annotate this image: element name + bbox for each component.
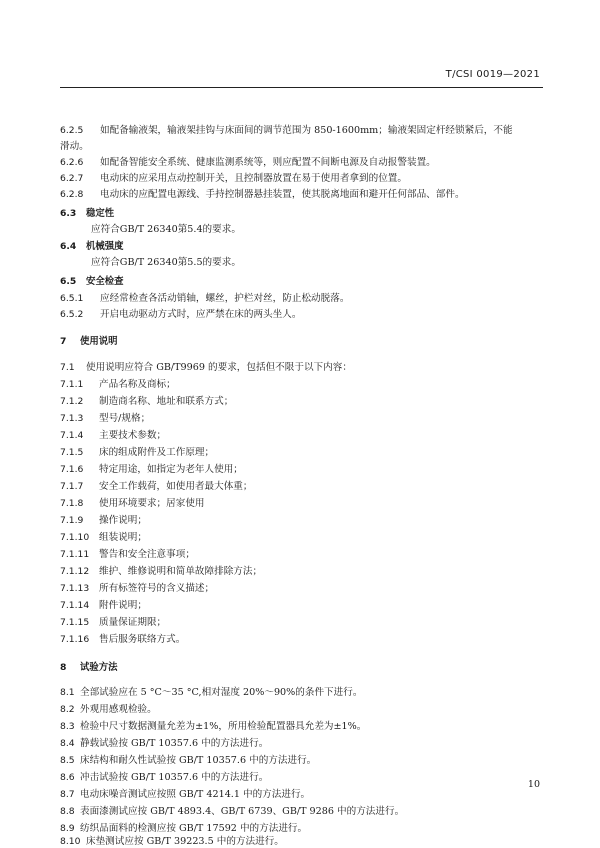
- clause-text: 电动床噪音测试应按照 GB/T 4214.1 中的方法进行。: [80, 789, 311, 800]
- clause-text: 使用环境要求；居家使用: [99, 498, 205, 509]
- clause-text: 附件说明；: [99, 600, 147, 611]
- clause-number: 7.1.15: [60, 617, 90, 628]
- list-item-7-1-2: [60, 395, 542, 408]
- page-number: 10: [527, 779, 540, 790]
- clause-text: 安全工作载荷，如使用者最大体重；: [99, 481, 253, 492]
- clause-text: 特定用途，如指定为老年人使用；: [99, 464, 243, 475]
- clause-8-2: [60, 703, 542, 716]
- clause-text: 如配备输液架，输液架挂钩与床面间的调节范围为 850-1600mm；输液架固定杆经锁紧后，不能: [100, 125, 513, 136]
- clause-number: 6.2.7: [60, 173, 84, 184]
- clause-text: 使用说明应符合 GB/T9969 的要求，包括但不限于以下内容：: [86, 362, 352, 373]
- clause-7-1: [60, 361, 542, 374]
- section-heading-7: [60, 335, 542, 348]
- clause-text: 制造商名称、地址和联系方式；: [99, 396, 234, 407]
- clause-text: 维护、维修说明和简单故障排除方法；: [99, 566, 263, 577]
- clause-number: 8.2: [60, 704, 75, 715]
- section-heading-6-5: [60, 275, 542, 288]
- clause-text: 外观用感观检验。: [80, 704, 157, 715]
- section-title: 稳定性: [86, 208, 115, 219]
- list-item-7-1-11: [60, 548, 542, 561]
- clause-text: 所有标签符号的含义描述；: [99, 583, 215, 594]
- section-heading-6-4: [60, 240, 542, 253]
- clause-text: 滑动。: [60, 141, 89, 152]
- clause-6-2-5: [60, 124, 542, 137]
- clause-text: 售后服务联络方式。: [99, 634, 186, 645]
- clause-text: 纺织品面料的检测应按 GB/T 17592 中的方法进行。: [80, 823, 308, 834]
- clause-8-3: [60, 720, 542, 733]
- list-item-7-1-10: [60, 531, 542, 544]
- clause-text: 床垫测试应按 GB/T 39223.5 中的方法进行。: [86, 836, 284, 847]
- list-item-7-1-6: [60, 463, 542, 476]
- clause-text: 应经常检查各活动销轴，螺丝，护栏对丝，防止松动脱落。: [100, 293, 350, 304]
- clause-8-7: [60, 788, 542, 801]
- section-body-6-4: 应符合GB/T 26340第5.5的要求。: [91, 257, 241, 268]
- clause-text: 主要技术参数；: [99, 430, 167, 441]
- clause-number: 8.8: [60, 806, 75, 817]
- clause-text: 操作说明；: [99, 515, 147, 526]
- clause-text: 开启电动驱动方式时，应严禁在床的两头坐人。: [100, 309, 302, 320]
- list-item-7-1-3: [60, 412, 542, 425]
- list-item-7-1-1: [60, 378, 542, 391]
- clause-6-5-1: [60, 292, 542, 305]
- clause-number: 6.2.5: [60, 125, 84, 136]
- clause-number: 7.1.7: [60, 481, 84, 492]
- section-number: 7: [60, 336, 67, 347]
- clause-8-6: [60, 771, 542, 784]
- section-title: 机械强度: [86, 241, 124, 252]
- clause-text: 组装说明；: [99, 532, 147, 543]
- clause-text: 表面漆测试应按 GB/T 4893.4、GB/T 6739、GB/T 9286 中的方法进行。: [80, 806, 405, 817]
- section-number: 8: [60, 662, 67, 673]
- clause-text: 检验中尺寸数据测量允差为±1%，所用检验配置器具允差为±1%。: [80, 721, 367, 732]
- clause-8-10: [60, 835, 542, 848]
- clause-8-4: [60, 737, 542, 750]
- clause-text: 如配备智能安全系统、健康监测系统等，则应配置不间断电源及自动报警装置。: [100, 157, 436, 168]
- list-item-7-1-13: [60, 582, 542, 595]
- clause-text: 电动床的应采用点动控制开关，且控制器放置在易于使用者拿到的位置。: [100, 173, 407, 184]
- clause-text: 床结构和耐久性试验按 GB/T 10357.6 中的方法进行。: [80, 755, 317, 766]
- section-number: 6.3: [60, 208, 77, 219]
- clause-text: 全部试验应在 5 °C～35 °C,相对湿度 20%～90%的条件下进行。: [80, 687, 363, 698]
- clause-6-2-7: [60, 172, 542, 185]
- clause-number: 8.6: [60, 772, 75, 783]
- clause-number: 7.1.12: [60, 566, 90, 577]
- list-item-7-1-12: [60, 565, 542, 578]
- list-item-7-1-14: [60, 599, 542, 612]
- section-heading-8: [60, 661, 542, 674]
- clause-text: 质量保证期限；: [99, 617, 167, 628]
- clause-number: 6.5.2: [60, 309, 84, 320]
- clause-text: 床的组成附件及工作原理；: [99, 447, 215, 458]
- clause-number: 7.1.14: [60, 600, 90, 611]
- list-item-7-1-16: [60, 633, 542, 646]
- clause-text: 警告和安全注意事项；: [99, 549, 195, 560]
- clause-6-2-5-continued: [60, 140, 542, 153]
- list-item-7-1-5: [60, 446, 542, 459]
- clause-number: 7.1: [60, 362, 75, 373]
- document-code: T/CSI 0019—2021: [445, 69, 540, 80]
- clause-number: 7.1.2: [60, 396, 84, 407]
- clause-text: 型号/规格；: [99, 413, 151, 424]
- clause-number: 7.1.10: [60, 532, 90, 543]
- section-title: 试验方法: [80, 662, 118, 673]
- clause-number: 7.1.5: [60, 447, 84, 458]
- clause-number: 7.1.16: [60, 634, 90, 645]
- clause-number: 8.3: [60, 721, 75, 732]
- clause-number: 7.1.6: [60, 464, 84, 475]
- clause-6-2-8: [60, 188, 542, 201]
- clause-text: 电动床的应配置电源线、手持控制器悬挂装置，使其脱离地面和避开任何部品、部件。: [100, 189, 465, 200]
- clause-number: 8.4: [60, 738, 75, 749]
- section-number: 6.4: [60, 241, 77, 252]
- clause-number: 8.9: [60, 823, 75, 834]
- clause-number: 6.2.8: [60, 189, 84, 200]
- clause-number: 7.1.11: [60, 549, 90, 560]
- section-title: 使用说明: [80, 336, 118, 347]
- clause-number: 7.1.3: [60, 413, 84, 424]
- clause-number: 6.5.1: [60, 293, 84, 304]
- clause-8-9: [60, 822, 542, 835]
- section-title: 安全检查: [86, 276, 124, 287]
- clause-text: 静载试验按 GB/T 10357.6 中的方法进行。: [80, 738, 269, 749]
- list-item-7-1-9: [60, 514, 542, 527]
- clause-8-8: [60, 805, 542, 818]
- clause-number: 8.7: [60, 789, 75, 800]
- clause-number: 8.5: [60, 755, 75, 766]
- clause-number: 7.1.9: [60, 515, 84, 526]
- clause-text: 冲击试验按 GB/T 10357.6 中的方法进行。: [80, 772, 269, 783]
- clause-number: 7.1.4: [60, 430, 84, 441]
- clause-8-5: [60, 754, 542, 767]
- clause-6-2-6: [60, 156, 542, 169]
- clause-6-5-2: [60, 308, 542, 321]
- list-item-7-1-8: [60, 497, 542, 510]
- list-item-7-1-7: [60, 480, 542, 493]
- clause-text: 产品名称及商标；: [99, 379, 176, 390]
- clause-8-1: [60, 686, 542, 699]
- header-divider: [60, 87, 543, 88]
- list-item-7-1-4: [60, 429, 542, 442]
- section-body-6-3: 应符合GB/T 26340第5.4的要求。: [91, 224, 241, 235]
- section-heading-6-3: [60, 207, 542, 220]
- clause-number: 7.1.1: [60, 379, 84, 390]
- clause-number: 6.2.6: [60, 157, 84, 168]
- list-item-7-1-15: [60, 616, 542, 629]
- clause-number: 8.1: [60, 687, 75, 698]
- clause-number: 8.10: [60, 836, 81, 847]
- section-number: 6.5: [60, 276, 77, 287]
- clause-number: 7.1.8: [60, 498, 84, 509]
- clause-number: 7.1.13: [60, 583, 90, 594]
